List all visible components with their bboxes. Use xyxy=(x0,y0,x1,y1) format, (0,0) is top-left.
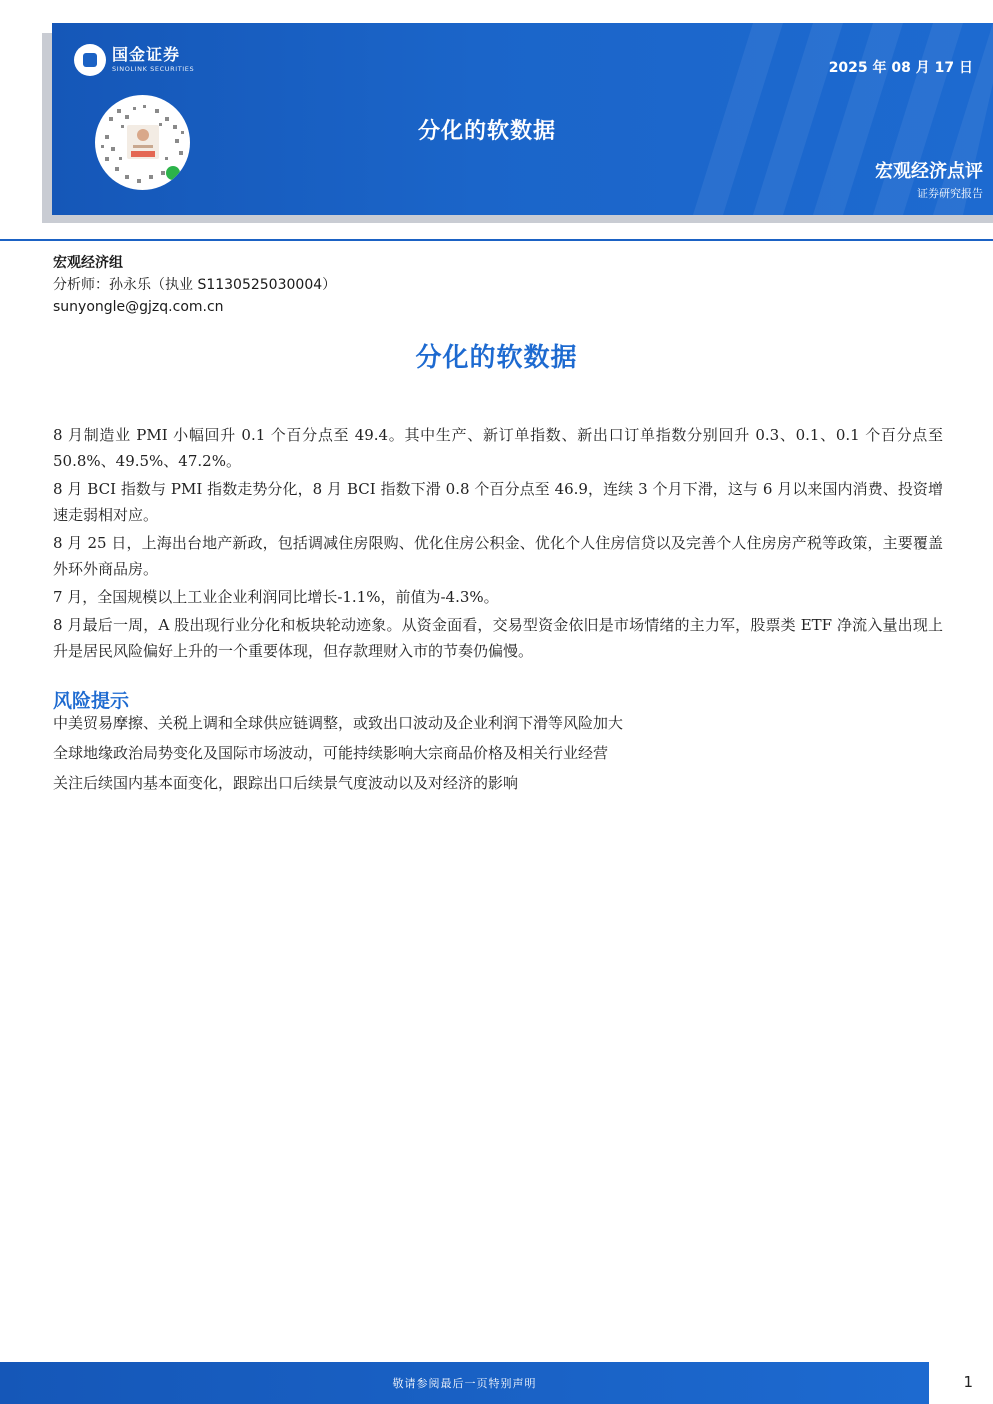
report-subtype: 证券研究报告 xyxy=(917,187,983,200)
body-paragraph: 7 月，全国规模以上工业企业利润同比增长-1.1%，前值为-4.3%。 xyxy=(53,588,499,606)
risk-list xyxy=(53,708,943,798)
qr-code-icon xyxy=(95,95,190,190)
risk-item: 关注后续国内基本面变化，跟踪出口后续景气度波动以及对经济的影响 xyxy=(53,774,519,792)
page-number: 1 xyxy=(963,1373,973,1391)
analyst-name: 分析师：孙永乐（执业 S1130525030004） xyxy=(53,277,337,293)
body-paragraph: 8 月 25 日，上海出台地产新政，包括调减住房限购、优化住房公积金、优化个人住房信贷以及完善个人住房房产税等政策，主要覆盖外环外商品房。 xyxy=(53,534,943,578)
brand-name-cn: 国金证券 xyxy=(112,45,181,64)
risk-item: 全球地缘政治局势变化及国际市场波动，可能持续影响大宗商品价格及相关行业经营 xyxy=(53,744,609,762)
report-date: 2025 年 08 月 17 日 xyxy=(828,60,973,76)
document-title: 分化的软数据 xyxy=(415,343,578,373)
risk-item: 中美贸易摩擦、关税上调和全球供应链调整，或致出口波动及企业利润下滑等风险加大 xyxy=(53,714,624,732)
footer-notice: 敬请参阅最后一页特别声明 xyxy=(392,1377,537,1390)
body-text xyxy=(53,422,943,666)
body-paragraph: 8 月最后一周，A 股出现行业分化和板块轮动迹象。从资金面看，交易型资金依旧是市场情绪的主力军，股票类 ETF 净流入量出现上升是居民风险偏好上升的一个重要体现，但存款理财入市的节奏仍偏慢。 xyxy=(53,616,943,660)
author-block xyxy=(53,252,336,318)
body-paragraph: 8 月制造业 PMI 小幅回升 0.1 个百分点至 49.4。其中生产、新订单指数、新出口订单指数分别回升 0.3、0.1、0.1 个百分点至 50.8%、49.5%、47.2%。 xyxy=(53,426,943,470)
sinolink-logo-icon xyxy=(74,44,106,76)
body-paragraph: 8 月 BCI 指数与 PMI 指数走势分化，8 月 BCI 指数下滑 0.8 个百分点至 46.9，连续 3 个月下滑，这与 6 月以来国内消费、投资增速走弱相对应。 xyxy=(53,480,943,524)
analyst-email[interactable]: sunyongle@gjzq.com.cn xyxy=(53,299,224,315)
header-divider xyxy=(0,239,993,241)
brand-logo xyxy=(74,41,194,79)
research-team: 宏观经济组 xyxy=(53,255,123,271)
brand-name-en: SINOLINK SECURITIES xyxy=(112,65,195,73)
report-category: 宏观经济点评 xyxy=(875,161,983,182)
banner-title: 分化的软数据 xyxy=(418,119,557,144)
risk-heading: 风险提示 xyxy=(53,690,130,712)
